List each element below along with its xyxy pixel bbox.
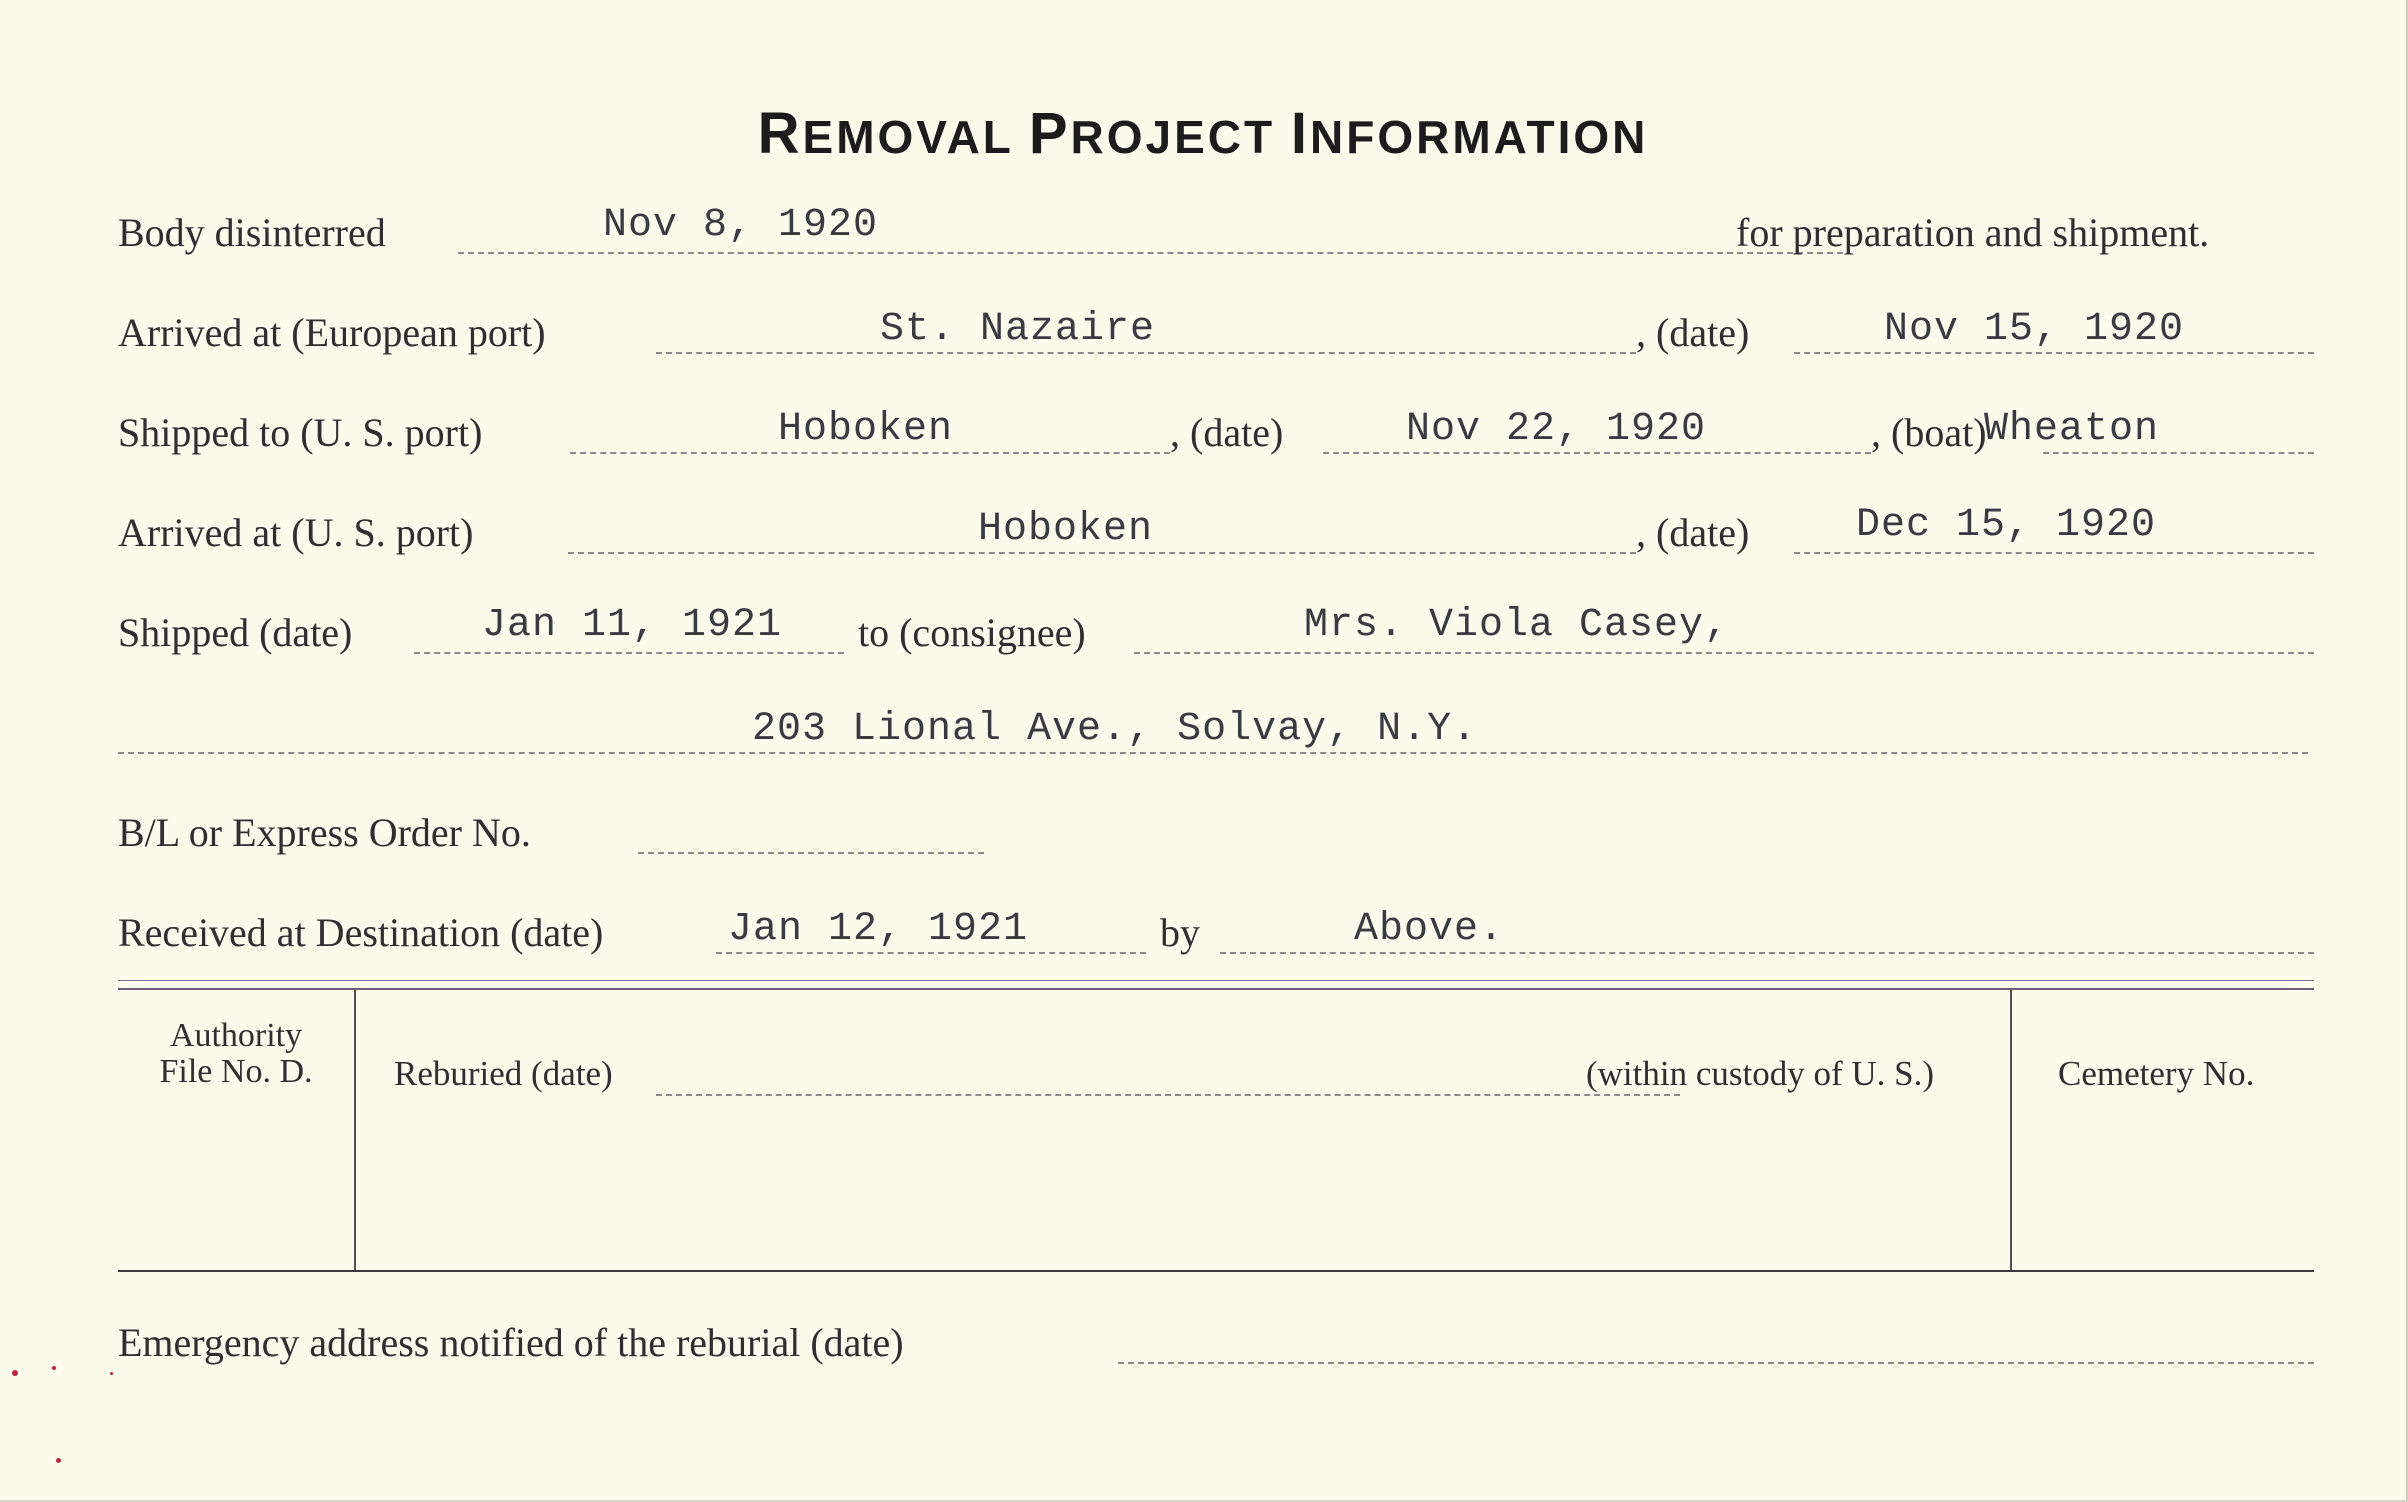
dotted-line: [1118, 1362, 2314, 1364]
date-label: , (date): [1636, 310, 1750, 355]
arrived-us-label: Arrived at (U. S. port): [118, 510, 474, 555]
arrived-us-port-value[interactable]: Hoboken: [978, 507, 1154, 552]
date-label: , (date): [1636, 510, 1750, 555]
ink-speck: [12, 1370, 18, 1376]
consignee-label: to (consignee): [858, 610, 1086, 655]
reburial-table: [118, 990, 2314, 1270]
european-port-value[interactable]: St. Nazaire: [880, 307, 1156, 352]
dotted-line: [568, 552, 1636, 554]
dotted-line: [656, 352, 1636, 354]
dotted-line: [716, 952, 1146, 954]
arrived-european-row: [118, 300, 2314, 370]
ink-speck: [52, 1366, 56, 1370]
boat-value[interactable]: Wheaton: [1984, 407, 2160, 452]
emergency-row: [118, 1310, 2314, 1380]
dotted-line: [1323, 452, 1871, 454]
european-arrival-date-value[interactable]: Nov 15, 1920: [1884, 307, 2185, 352]
bl-order-label: B/L or Express Order No.: [118, 810, 531, 855]
address-row: [118, 700, 2314, 770]
received-date-value[interactable]: Jan 12, 1921: [728, 907, 1029, 952]
shipped-date-row: [118, 600, 2314, 670]
dotted-line: [638, 852, 984, 854]
dotted-line: [458, 252, 1843, 254]
preparation-shipment-text: for preparation and shipment.: [1736, 210, 2210, 255]
shipped-date-label: Shipped (date): [118, 610, 353, 655]
dotted-line: [1794, 552, 2314, 554]
shipped-us-date-value[interactable]: Nov 22, 1920: [1406, 407, 1707, 452]
reburied-date-label: Reburied (date): [394, 1054, 613, 1093]
consignee-address-value[interactable]: 203 Lional Ave., Solvay, N.Y.: [752, 707, 1478, 752]
arrived-us-date-value[interactable]: Dec 15, 1920: [1856, 503, 2157, 548]
table-bottom-rule: [118, 1270, 2314, 1272]
body-disinterred-row: [118, 200, 2314, 270]
arrived-us-row: [118, 500, 2314, 570]
shipped-date-value[interactable]: Jan 11, 1921: [482, 603, 783, 648]
arrived-european-label: Arrived at (European port): [118, 310, 546, 355]
body-disinterred-label: Body disinterred: [118, 210, 386, 255]
dotted-line: [414, 652, 844, 654]
consignee-value[interactable]: Mrs. Viola Casey,: [1304, 603, 1730, 648]
dotted-line: [656, 1094, 1680, 1096]
custody-label: (within custody of U. S.): [1586, 1054, 1935, 1093]
dotted-line: [1220, 952, 2314, 954]
ink-speck: [56, 1458, 61, 1463]
dotted-line: [1134, 652, 2314, 654]
emergency-label: Emergency address notified of the reburial (date): [118, 1320, 904, 1365]
received-row: [118, 900, 2314, 970]
table-top-rule: [118, 980, 2314, 981]
received-label: Received at Destination (date): [118, 910, 604, 955]
table-divider-left: [354, 990, 356, 1270]
date-label: , (date): [1170, 410, 1284, 455]
received-by-value[interactable]: Above.: [1354, 907, 1505, 952]
dotted-line: [1794, 352, 2314, 354]
body-disinterred-value[interactable]: Nov 8, 1920: [603, 203, 879, 248]
cemetery-no-label: Cemetery No.: [2058, 1054, 2255, 1093]
boat-label: , (boat): [1871, 410, 1987, 455]
ink-speck: [110, 1372, 113, 1375]
form-title: REMOVAL PROJECT INFORMATION: [757, 101, 1649, 166]
authority-file-label: Authority File No. D.: [159, 1017, 313, 1090]
us-port-value[interactable]: Hoboken: [778, 407, 954, 452]
by-label: by: [1160, 910, 1200, 955]
dotted-line: [570, 452, 1170, 454]
dotted-line: [118, 752, 2308, 754]
table-divider-right: [2010, 990, 2012, 1272]
bl-order-row: [118, 800, 2314, 870]
shipped-us-row: [118, 400, 2314, 470]
shipped-us-label: Shipped to (U. S. port): [118, 410, 483, 455]
dotted-line: [2043, 452, 2314, 454]
